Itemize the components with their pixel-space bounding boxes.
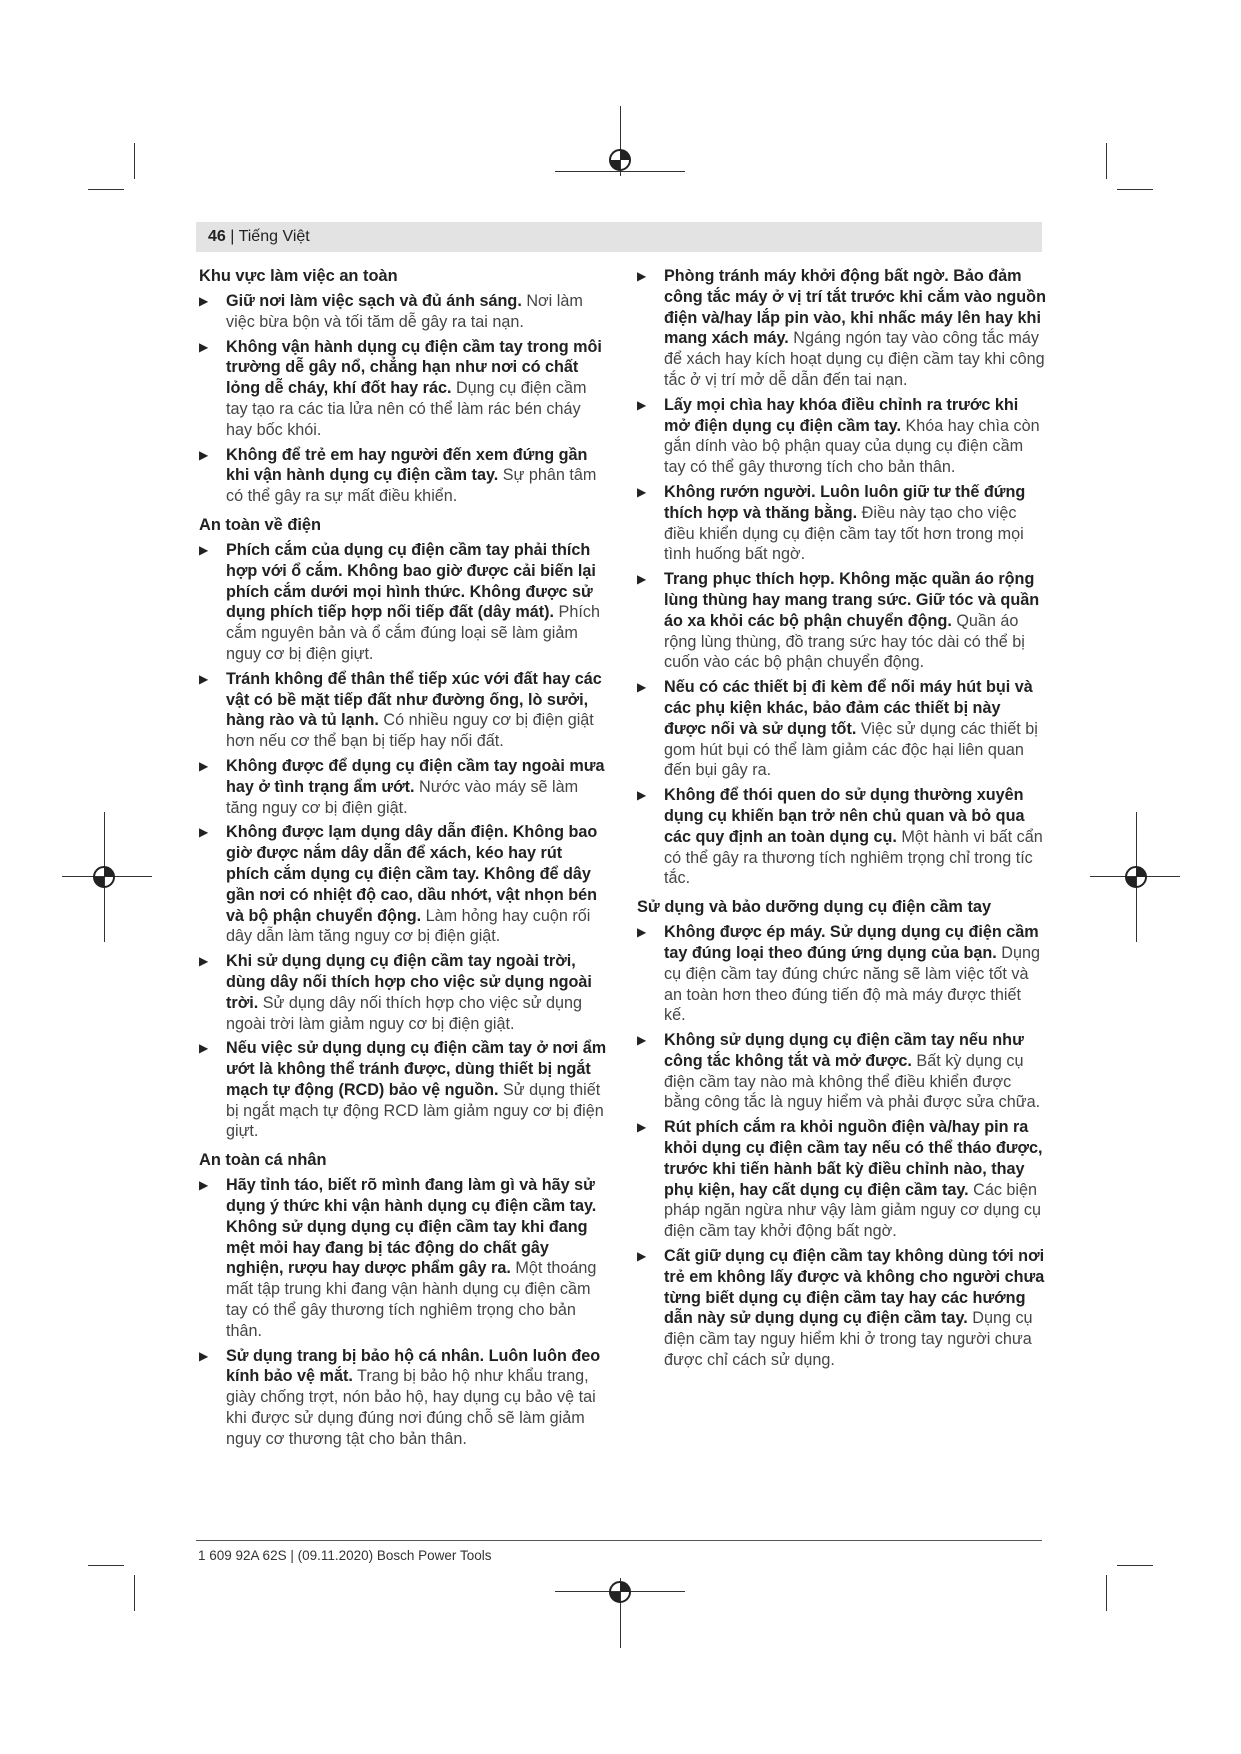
safety-item [199,540,609,665]
item-bold-text: Nếu có các thiết bị đi kèm để nối máy hút bụi và các phụ kiện khác, bảo đảm các thiết bị này được nối và sử dụng tốt. [664,678,1033,738]
safety-item [199,337,609,441]
safety-item [637,922,1047,1026]
item-text: Có nhiều nguy cơ bị điện giật hơn nếu cơ thể bạn bị tiếp hay nối đất. [226,711,594,751]
bullet-arrow-icon: ▶ [637,484,647,499]
item-text: Dụng cụ điện cầm tay nguy hiểm khi ở trong tay người chưa được chỉ cách sử dụng. [664,1309,1033,1370]
item-text: Sử dụng dây nối thích hợp cho việc sử dụng ngoài trời làm giảm nguy cơ bị điện giật. [226,993,583,1033]
bullet-arrow-icon: ▶ [199,1178,209,1193]
item-text: Các biện pháp ngăn ngừa như vậy làm giảm nguy cơ dụng cụ điện cầm tay khởi động bất ngờ. [664,1180,1041,1241]
crop-mark [1117,189,1153,190]
section-heading: An toàn về điện [199,515,322,534]
item-bold-text: Sử dụng trang bị bảo hộ cá nhân. Luôn luôn đeo kính bảo vệ mắt. [226,1346,601,1386]
item-text: Ngáng ngón tay vào công tắc máy để xách hay kích hoạt dụng cụ điện cầm tay khi công tắc ở vị trí mở dễ dẫn đến tai nạn. [664,329,1045,389]
right-column [637,266,1047,1375]
item-bold-text: Trang phục thích hợp. Không mặc quần áo rộng lùng thùng hay mang trang sức. Giữ tóc và quần áo xa khỏi các bộ phận chuyển động. [664,570,1040,630]
safety-item [199,822,609,947]
safety-item [199,1346,609,1450]
bullet-arrow-icon: ▶ [199,447,209,462]
footer-divider [196,1540,1042,1541]
item-bold-text: Khi sử dụng dụng cụ điện cầm tay ngoài trời, dùng dây nối thích hợp cho việc sử dụng ngoài trời. [226,952,592,1012]
bullet-arrow-icon: ▶ [199,1041,209,1056]
page-footer: 1 609 92A 62S | (09.11.2020) Bosch Power Tools [198,1548,492,1563]
crop-mark [1106,143,1107,179]
item-text: Dụng cụ điện cầm tay tạo ra các tia lửa nên có thể làm rác bén cháy hay bốc khói. [226,379,587,439]
section-heading: An toàn cá nhân [199,1151,327,1170]
bullet-arrow-icon: ▶ [637,925,647,940]
item-bold-text: Rút phích cắm ra khỏi nguồn điện và/hay pin ra khỏi dụng cụ điện cầm tay nếu có thể tháo được, trước khi tiến hành bất kỳ điều chỉnh nào, thay phụ kiện, hay cất dụng cụ điện cầm tay. [664,1118,1043,1199]
item-bold-text: Phòng tránh máy khởi động bất ngờ. Bảo đảm công tắc máy ở vị trí tắt trước khi cắm vào nguồn điện và/hay lắp pin vào, khi nhấc máy lên hay khi mang xách máy. [664,267,1046,348]
bullet-arrow-icon: ▶ [637,397,647,412]
item-bold-text: Không vận hành dụng cụ điện cầm tay trong môi trường dễ gây nổ, chẳng hạn như nơi có chất lỏng dễ cháy, khí đốt hay rác. [226,337,602,398]
safety-item [199,1175,609,1341]
bullet-arrow-icon: ▶ [637,788,647,803]
bullet-arrow-icon: ▶ [199,825,209,840]
item-bold-text: Không được lạm dụng dây dẫn điện. Không bao giờ được nắm dây dẫn để xách, kéo hay rút phích cắm dụng cụ điện cầm tay. Không để dây gần nơi có nhiệt độ cao, dầu nhớt, vật nhọn bén và bộ phận chuyển động. [226,823,598,925]
safety-item [199,669,609,752]
item-bold-text: Nếu việc sử dụng dụng cụ điện cầm tay ở nơi ẩm ướt là không thể tránh được, dùng thiết bị ngắt mạch tự động (RCD) bảo vệ nguồn. [226,1039,607,1099]
bullet-arrow-icon: ▶ [199,954,209,969]
crop-mark [1117,1565,1153,1566]
item-bold-text: Không được để dụng cụ điện cầm tay ngoài mưa hay ở tình trạng ẩm ướt. [226,756,605,796]
page-number: 46 [208,228,226,245]
item-text: Quần áo rộng lùng thùng, đồ trang sức hay tóc dài có thể bị cuốn vào các bộ phận chuyển động. [664,611,1025,672]
safety-item [637,482,1047,565]
item-bold-text: Không rướn người. Luôn luôn giữ tư thế đứng thích hợp và thăng bằng. [664,482,1026,522]
item-bold-text: Không sử dụng dụng cụ điện cầm tay nếu như công tắc không tắt và mở được. [664,1031,1024,1070]
bullet-arrow-icon: ▶ [637,680,647,695]
item-text: Một thoáng mất tập trung khi đang vận hành dụng cụ điện cầm tay có thể gây thương tích nghiêm trọng cho bản thân. [226,1259,597,1340]
page-header-bar [196,222,1042,252]
bullet-arrow-icon: ▶ [199,671,209,686]
safety-item [637,785,1047,889]
registration-mark-icon [607,1579,633,1605]
crop-mark [88,1565,124,1566]
section-heading: Sử dụng và bảo dưỡng dụng cụ điện cầm tay [637,898,992,917]
safety-item [199,951,609,1034]
item-bold-text: Không để trẻ em hay người đến xem đứng gần khi vận hành dụng cụ điện cầm tay. [226,445,588,485]
bullet-arrow-icon: ▶ [637,572,647,587]
item-text: Sử dụng thiết bị ngắt mạch tự động RCD làm giảm nguy cơ bị điện giựt. [226,1080,604,1141]
bullet-arrow-icon: ▶ [637,269,647,283]
safety-item [199,1038,609,1142]
safety-item [637,266,1047,391]
item-text: Nơi làm việc bừa bộn và tối tăm dễ gây ra tai nạn. [226,292,583,331]
crop-mark [88,189,124,190]
item-text: Khóa hay chìa còn gắn dính vào bộ phận quay của dụng cụ điện cầm tay có thể gây thương tích cho bản thân. [664,416,1040,477]
crop-mark [134,143,135,179]
item-bold-text: Phích cắm của dụng cụ điện cầm tay phải thích hợp với ổ cắm. Không bao giờ được cải biến lại phích cắm dưới mọi hình thức. Không được sử dụng phích tiếp hợp nối tiếp đất (dây mát). [226,540,596,622]
item-text: Nước vào máy sẽ làm tăng nguy cơ bị điện giật. [226,777,579,817]
safety-item [637,569,1047,673]
crop-mark [1106,1575,1107,1611]
bullet-arrow-icon: ▶ [199,542,209,557]
safety-item [199,445,609,507]
safety-item [637,395,1047,478]
safety-item [637,677,1047,781]
item-text: Phích cắm nguyên bản và ổ cắm đúng loại sẽ làm giảm nguy cơ bị điện giựt. [226,603,600,663]
safety-item [637,1117,1047,1242]
item-text: Bất kỳ dụng cụ điện cầm tay nào mà không thể điều khiển được bằng công tắc là nguy hiểm và phải được sửa chữa. [664,1051,1041,1112]
item-bold-text: Tránh không để thân thể tiếp xúc với đất hay các vật có bề mặt tiếp đất như đường ống, lò sưởi, hàng rào và tủ lạnh. [226,669,602,730]
bullet-arrow-icon: ▶ [637,1120,647,1135]
bullet-arrow-icon: ▶ [199,758,209,773]
item-text: Một hành vi bất cẩn có thể gây ra thương tích nghiêm trọng chỉ trong tíc tắc. [664,827,1043,888]
item-bold-text: Không để thói quen do sử dụng thường xuyên dụng cụ khiến bạn trở nên chủ quan và bỏ qua các quy định an toàn dụng cụ. [664,786,1025,846]
registration-mark-icon [607,147,633,173]
item-bold-text: Không được ép máy. Sử dụng dụng cụ điện cầm tay đúng loại theo đúng ứng dụng của bạn. [664,923,1039,962]
item-text: Trang bị bảo hộ như khẩu trang, giày chống trợt, nón bảo hộ, hay dụng cụ bảo vệ tai khi được sử dụng đúng nơi đúng chỗ sẽ làm giảm nguy cơ thương tật cho bản thân. [226,1367,596,1448]
item-bold-text: Hãy tỉnh táo, biết rõ mình đang làm gì và hãy sử dụng ý thức khi vận hành dụng cụ điện cầm tay. Không sử dụng dụng cụ điện cầm tay khi đang mệt mỏi hay đang bị tác động do chất gây nghiện, rượu hay dược phẩm gây ra. [226,1176,597,1278]
item-text: Dụng cụ điện cầm tay đúng chức năng sẽ làm việc tốt và an toàn hơn theo đúng tiến độ mà máy được thiết kế. [664,943,1040,1025]
bullet-arrow-icon: ▶ [637,1249,647,1264]
safety-item [637,1246,1047,1371]
page-header: 46 | Tiếng Việt [208,228,310,245]
item-bold-text: Giữ nơi làm việc sạch và đủ ánh sáng. [226,292,522,310]
registration-mark-icon [1123,864,1149,890]
crop-mark [134,1575,135,1611]
item-text: Điều này tạo cho việc điều khiển dụng cụ điện cầm tay tốt hơn trong mọi tình huống bất ngờ. [664,503,1024,564]
language-label: Tiếng Việt [238,228,310,245]
bullet-arrow-icon: ▶ [637,1033,647,1048]
safety-item [199,291,609,333]
bullet-arrow-icon: ▶ [199,294,209,308]
section-heading: Khu vực làm việc an toàn [199,267,398,285]
item-bold-text: Lấy mọi chìa hay khóa điều chỉnh ra trước khi mở điện dụng cụ điện cầm tay. [664,395,1019,435]
item-text: Làm hỏng hay cuộn rối dây dẫn làm tăng nguy cơ bị điện giật. [226,906,591,946]
bullet-arrow-icon: ▶ [199,339,209,354]
item-text: Việc sử dụng các thiết bị gom hút bụi có thể làm giảm các độc hại liên quan đến bụi gây ra. [664,719,1038,780]
registration-mark-icon [91,864,117,890]
safety-item [637,1030,1047,1113]
item-text: Sự phân tâm có thể gây ra sự mất điều khiển. [226,466,597,506]
item-bold-text: Cất giữ dụng cụ điện cầm tay không dùng tới nơi trẻ em không lấy được và không cho người chưa từng biết dụng cụ điện cầm tay hay các hướng dẫn này sử dụng dụng cụ điện cầm tay. [664,1247,1045,1328]
bullet-arrow-icon: ▶ [199,1348,209,1363]
safety-item [199,756,609,818]
left-column [199,266,609,1454]
